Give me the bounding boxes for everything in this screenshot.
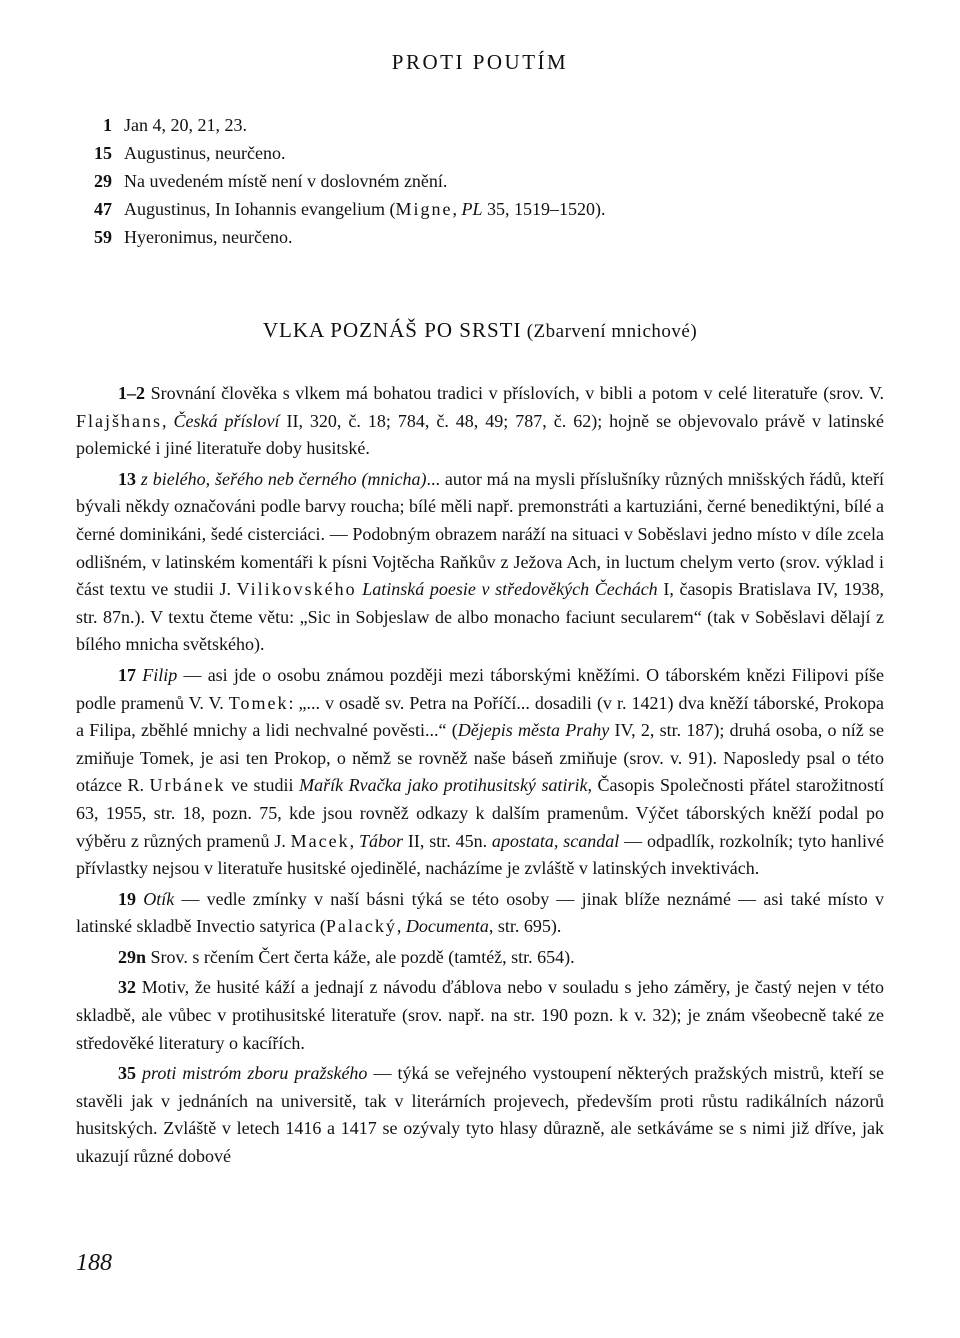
citation-italic: Mařík Rvačka jako protihusitský satirik [299, 775, 588, 796]
author-name: Migne [395, 199, 453, 219]
paragraph-text: ve studii [225, 775, 300, 796]
paragraph-text: Motiv, že husité káží a jednají z návodu ďáblova nebo v souladu s jeho záměry, je častý nejen v této skladbě, ale vůbec v protihusitské literatuře (srov. např. na str. 190 pozn. k v. 32); je znám všeobecně také ze středověké literatury o kacířích. [76, 977, 884, 1053]
citation-italic: Tábor [359, 830, 404, 851]
section-title: VLKA POZNÁŠ PO SRSTI [262, 318, 522, 342]
note-item [76, 223, 896, 251]
paragraph-text: II, 320, č. 18; 784, č. 48, 49; 787, č. 62); hojně se objevovalo právě v latinské polemické i jiné literatuře doby husitské. [76, 410, 884, 459]
note-number: 29n [118, 946, 147, 967]
section-subtitle: (Zbarvení mnichové) [526, 321, 698, 342]
note-text: 35, 1519–1520). [482, 199, 606, 219]
notes-list [76, 111, 896, 251]
paragraph-text: : „... v osadě sv. Petra na Poříčí... dosadili (v r. 1421) dva kněží táborské, Prokopa a Filipa, zběhlé mnichy a lidi nechvalné pověsti...“ ( [76, 692, 884, 741]
paragraph-text: — asi jde o osobu známou později mezi táborskými kněžími. O táborském knězi Filipovi píše podle pramenů V. V. [76, 664, 885, 713]
note-number: 15 [94, 143, 112, 163]
paragraph-text: Srov. s rčením Čert čerta káže, ale pozdě (tamtéž, str. 654). [146, 946, 575, 967]
author-name: Palacký [325, 916, 397, 937]
paragraph-text: — týká se veřejného vystoupení některých pražských mistrů, kteří se stavěli jak v jednáních na universitě, tak v literárních projevech, především proti růstu radikálních názorů husitských. Zvláště v letech 1416 a 1417 se ozývaly tyto hlasy důrazně, ale setkáváme se s nimi již dříve, jak ukazují různé dobové [76, 1063, 884, 1167]
paragraph-text: ... autor má na mysli příslušníky různých mnišských řádů, kteří bývali někdy označováni podle barvy roucha; bílé měli např. premonstráti a kartuziáni, černé benediktýni, bílé a černé dominikáni, šedé cisterciáci. — Podobným obrazem naráží na situaci v Soběslavi jedno místo v díle zcela odlišném, v latinském komentáři k písni Vojtěcha Raňkův z Ježova Ach, in luctum chelym verto (srov. výklad i část textu ve studii J. [76, 468, 884, 600]
paragraph-text: , [162, 410, 174, 431]
author-name: Flajšhans [76, 410, 163, 431]
author-name: Vilikovského [236, 579, 357, 600]
paragraph-text: , [349, 830, 360, 851]
citation-italic: apostata, scandal [491, 830, 620, 851]
quoted-lemma: z bielého, šeřého neb černého (mnicha) [136, 468, 427, 489]
running-header: PROTI POUTÍM [391, 50, 569, 74]
citation-italic: PL [461, 199, 483, 219]
paragraph-text: , str. 695). [488, 916, 562, 937]
paragraph-text: I, časopis Bratislava IV, 1938, str. 87n.). V textu čteme větu: „Sic in Sobjeslaw de albo monacho faciunt secularem“ (tak v Soběslavi dělají z bílého mnicha světského). [76, 579, 885, 655]
commentary-body [76, 380, 884, 1171]
author-name: Tomek [228, 692, 289, 713]
note-text: Na uvedeném místě není v doslovném znění. [124, 171, 448, 191]
note-text: Jan 4, 20, 21, 23. [124, 115, 247, 135]
author-name: Urbánek [149, 775, 226, 796]
quoted-lemma: Otík [136, 888, 175, 909]
note-text: , [452, 199, 462, 219]
citation-italic: Česká přísloví [173, 410, 280, 431]
note-item [76, 167, 896, 195]
note-number: 29 [94, 171, 112, 191]
note-text: Hyeronimus, neurčeno. [124, 227, 293, 247]
note-number: 1 [103, 115, 112, 135]
note-item [76, 111, 896, 139]
note-paragraph [76, 662, 884, 883]
note-number: 59 [94, 227, 112, 247]
note-paragraph [76, 886, 884, 941]
note-number: 47 [94, 199, 112, 219]
note-number: 32 [118, 977, 136, 998]
quoted-lemma: Filip [136, 664, 178, 685]
paragraph-text: Srovnání člověka s vlkem má bohatou tradici v příslovích, v bibli a potom v celé literatuře (srov. V. [145, 383, 884, 403]
paragraph-text: — vedle zmínky v naší básni týká se této osoby — jinak blíže neznámé — asi také místo v latinské skladbě Invectio satyrica ( [76, 888, 884, 937]
note-paragraph [76, 1060, 884, 1170]
section-heading [0, 318, 960, 343]
paragraph-text: , [396, 916, 406, 937]
note-paragraph [76, 944, 884, 972]
note-text: Augustinus, In Iohannis evangelium ( [124, 199, 396, 219]
note-item [76, 139, 896, 167]
note-paragraph [76, 380, 884, 463]
page-number: 188 [76, 1250, 112, 1276]
note-number: 17 [118, 664, 136, 685]
note-paragraph [76, 974, 884, 1057]
quoted-lemma: proti mistróm zboru pražského [136, 1063, 368, 1084]
citation-italic: Dějepis města Prahy [457, 720, 610, 741]
citation-italic: Latinská poesie v středověkých Čechách [362, 579, 658, 600]
note-paragraph [76, 466, 884, 659]
author-name: Macek [290, 830, 350, 851]
paragraph-text: IV, 2, str. 187); druhá osoba, o níž se zmiňuje Tomek, je asi ten Prokop, o němž se rovněž naše báseň zmiňuje (srov. v. 91). Naposledy psal o této otázce R. [76, 720, 885, 796]
citation-italic: Documenta [405, 916, 489, 937]
note-number: 1–2 [118, 383, 145, 403]
paragraph-text: II, str. 45n. [403, 830, 492, 851]
note-item [76, 195, 896, 223]
note-number: 13 [118, 468, 136, 489]
paragraph-text: — odpadlík, rozkolník; tyto hanlivé přívlastky nejsou v literatuře husitské ojedinělé, nacházíme je zvláště v latinských invektivách. [76, 830, 884, 879]
note-number: 19 [118, 888, 136, 909]
paragraph-text: , Časopis Společnosti přátel starožitností 63, 1955, str. 18, pozn. 75, kde jsou rovněž odkazy k dalším pramenům. Výčet táborských kněží podal po výběru z různých pramenů J. [76, 775, 885, 851]
note-text: Augustinus, neurčeno. [124, 143, 286, 163]
note-number: 35 [118, 1063, 136, 1084]
